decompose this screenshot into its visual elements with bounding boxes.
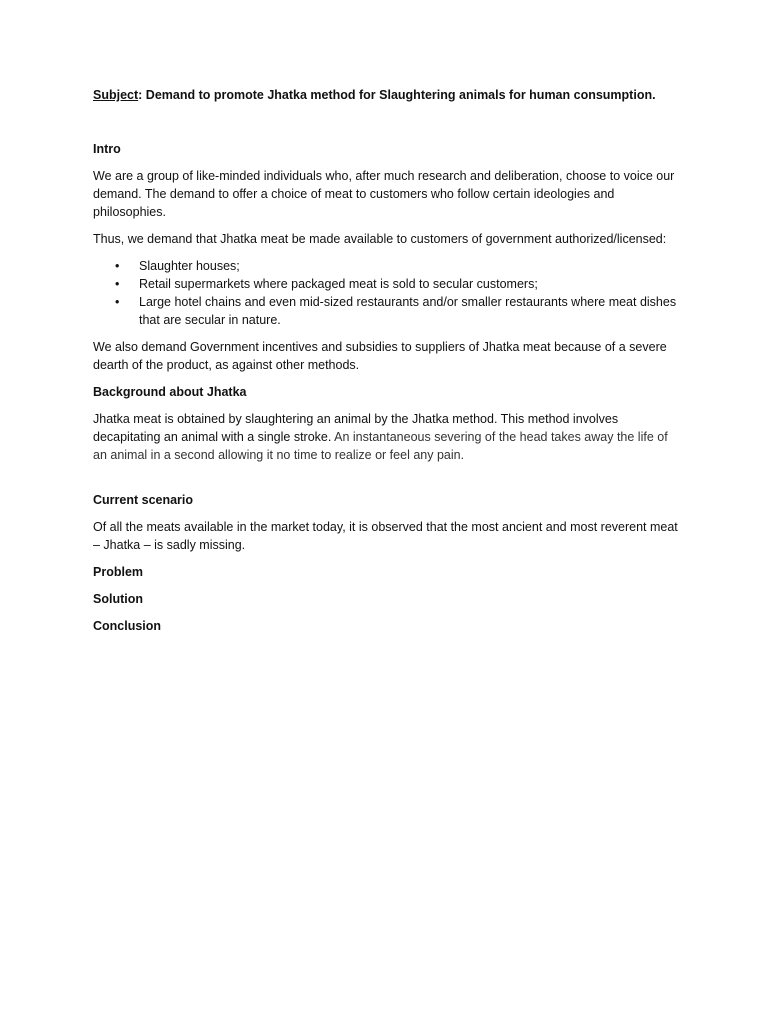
subject-label: Subject — [93, 88, 139, 102]
bullet-text: Large hotel chains and even mid-sized restaurants and/or smaller restaurants where meat dishes that are secular in nature. — [139, 295, 677, 327]
bullet-list — [93, 257, 683, 329]
bullet-icon: • — [115, 277, 120, 291]
subject-line — [93, 86, 683, 104]
conclusion-heading: Conclusion — [93, 619, 162, 633]
bullet-text: Retail supermarkets where packaged meat is sold to secular customers; — [139, 277, 538, 291]
list-item — [93, 275, 683, 293]
document-page — [93, 86, 683, 635]
bullet-icon: • — [115, 295, 120, 309]
intro-heading: Intro — [93, 142, 121, 156]
bullet-text: Slaughter houses; — [139, 259, 240, 273]
list-item — [93, 293, 683, 329]
bullet-icon: • — [115, 259, 120, 273]
subject-text: : Demand to promote Jhatka method for Slaughtering animals for human consumption. — [138, 88, 656, 102]
background-heading: Background about Jhatka — [93, 385, 247, 399]
problem-heading: Problem — [93, 565, 144, 579]
intro-paragraph-1: We are a group of like-minded individuals who, after much research and deliberation, choose to voice our demand. The demand to offer a choice of meat to customers who follow certain ideologies and philosophies. — [93, 169, 675, 219]
list-item — [93, 257, 683, 275]
background-text-a: Jhatka meat is obtained by slaughtering an animal by the Jhatka method. This method involves decapitating an animal with a single stroke. — [93, 412, 619, 444]
solution-heading: Solution — [93, 592, 143, 606]
background-text-b: An instantaneous severing of the head takes away the life of an animal in a second allowing it no time to realize or feel any pain. — [93, 430, 668, 462]
background-paragraph — [93, 410, 683, 464]
intro-paragraph-2: Thus, we demand that Jhatka meat be made available to customers of government authorized/licensed: — [93, 232, 667, 246]
current-scenario-paragraph: Of all the meats available in the market today, it is observed that the most ancient and most reverent meat – Jhatka – is sadly missing. — [93, 520, 678, 552]
intro-paragraph-3: We also demand Government incentives and subsidies to suppliers of Jhatka meat because of a severe dearth of the product, as against other methods. — [93, 340, 667, 372]
current-scenario-heading: Current scenario — [93, 493, 194, 507]
